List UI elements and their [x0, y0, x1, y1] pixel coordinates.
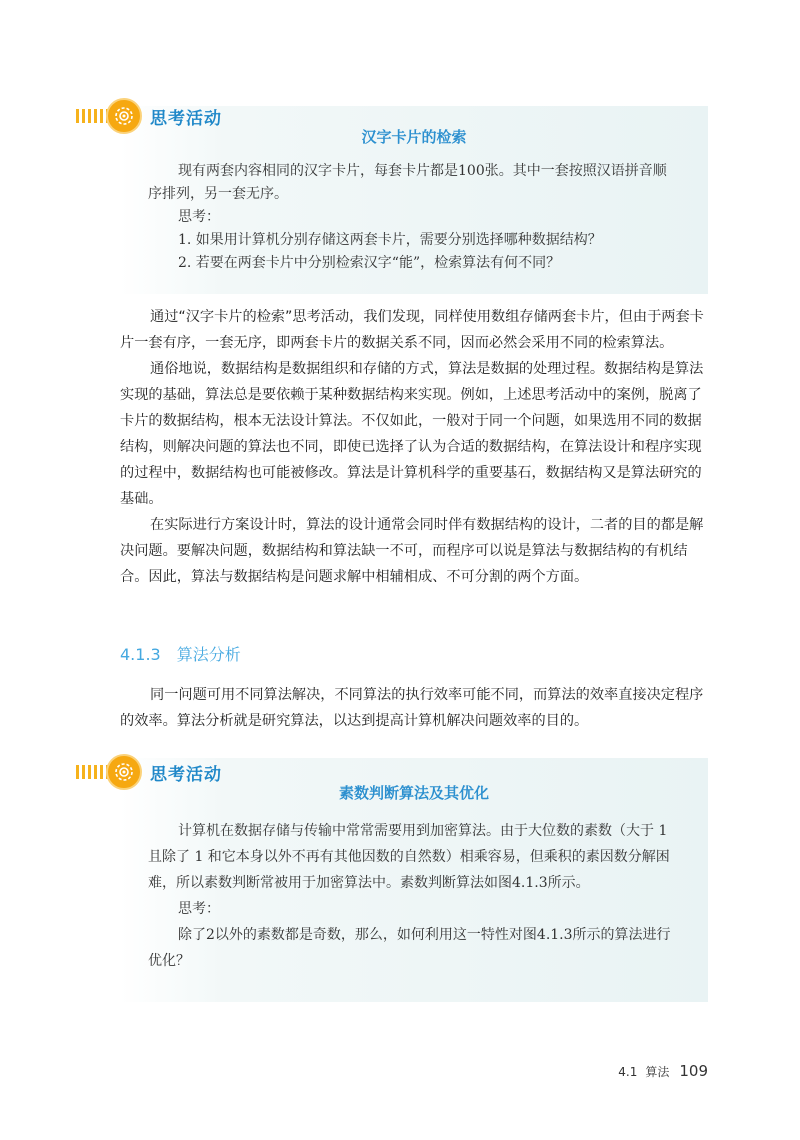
think-label: 思考：: [178, 901, 220, 917]
chapter-title: 算法: [645, 1065, 670, 1079]
page-number: 109: [679, 1062, 708, 1080]
page-footer: [618, 1062, 708, 1080]
section-paragraph: [120, 682, 710, 734]
gear-flower-icon: [106, 754, 142, 790]
question-2: 2. 若要在两套卡片中分别检索汉字“能”，检索算法有何不同？: [178, 255, 561, 271]
badge-label: 思考活动: [150, 109, 222, 129]
activity-content: [148, 160, 678, 275]
badge-label: 思考活动: [150, 765, 222, 785]
gear-flower-icon: [106, 98, 142, 134]
activity-intro: 计算机在数据存储与传输中常常需要用到加密算法。由于大位数的素数（大于 1 且除了 1 和它本身以外不再有其他因数的自然数）相乘容易，但乘积的素因数分解困难，所以素数判断常被用于加密算法中。素数判断算法如图4.1.3所示。: [148, 823, 670, 891]
section-number: 4.1.3: [120, 645, 161, 664]
activity-title: 素数判断算法及其优化: [338, 784, 489, 802]
activity-badge: [76, 96, 296, 136]
section-title: 算法分析: [176, 645, 241, 664]
activity-intro: 现有两套内容相同的汉字卡片，每套卡片都是100张。其中一套按照汉语拼音顺序排列，另一套无序。: [148, 163, 667, 202]
paragraph-2: 通俗地说，数据结构是数据组织和存储的方式，算法是数据的处理过程。数据结构是算法实现的基础，算法总是要依赖于某种数据结构来实现。例如，上述思考活动中的案例，脱离了卡片的数据结构，根本无法设计算法。不仅如此，一般对于同一个问题，如果选用不同的数据结构，则解决问题的算法也不同，即使已选择了认为合适的数据结构，在算法设计和程序实现的过程中，数据结构也可能被修改。算法是计算机科学的重要基石，数据结构又是算法研究的基础。: [120, 361, 704, 507]
question-1: 1. 如果用计算机分别存储这两套卡片，需要分别选择哪种数据结构？: [178, 232, 602, 248]
section-paragraph-1: 同一问题可用不同算法解决，不同算法的执行效率可能不同，而算法的效率直接决定程序的效率。算法分析就是研究算法，以达到提高计算机解决问题效率的目的。: [120, 687, 704, 729]
think-activity-box-2: [120, 758, 708, 1002]
section-heading: [120, 642, 241, 665]
question-1: 除了2以外的素数都是奇数，那么，如何利用这一特性对图4.1.3所示的算法进行优化？: [148, 927, 671, 969]
think-label: 思考：: [178, 209, 220, 225]
paragraph-3: 在实际进行方案设计时，算法的设计通常会同时伴有数据结构的设计，二者的目的都是解决问题。要解决问题，数据结构和算法缺一不可，而程序可以说是算法与数据结构的有机结合。因此，算法与数据结构是问题求解中相辅相成、不可分割的两个方面。: [120, 517, 704, 585]
activity-title: 汉字卡片的检索: [361, 128, 467, 146]
chapter-number: 4.1: [618, 1065, 638, 1079]
activity-content: [148, 818, 678, 974]
body-paragraphs: [120, 304, 710, 590]
paragraph-1: 通过“汉字卡片的检索”思考活动，我们发现，同样使用数组存储两套卡片，但由于两套卡片一套有序，一套无序，即两套卡片的数据关系不同，因而必然会采用不同的检索算法。: [120, 309, 704, 351]
activity-badge: [76, 752, 296, 792]
